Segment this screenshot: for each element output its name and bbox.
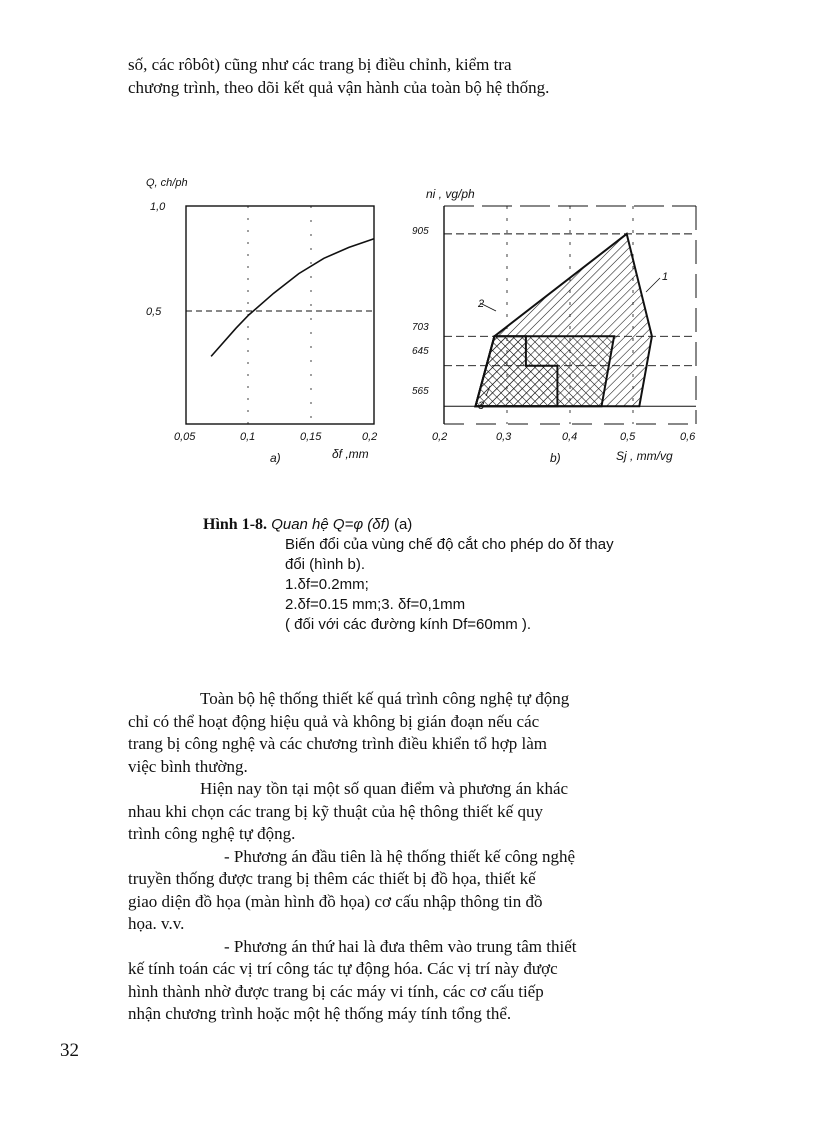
text-line: số, các rôbôt) cũng như các trang bị điều chỉnh, kiểm tra xyxy=(128,55,512,74)
chart-b-ytick: 905 xyxy=(412,226,429,237)
chart-b-xlabel: Sj , mm/vg xyxy=(616,449,673,463)
region-1-leader xyxy=(646,278,660,292)
chart-a-ylabel: Q, ch/ph xyxy=(146,177,188,189)
text-line: họa. v.v. xyxy=(128,914,185,933)
text-line: nhau khi chọn các trang bị kỹ thuật của hệ thông thiết kế quy xyxy=(128,801,543,821)
text-line: kế tính toán các vị trí công tác tự động hóa. Các vị trí này được xyxy=(128,959,558,978)
text-line: hình thành nhờ được trang bị các máy vi tính, các cơ cấu tiếp xyxy=(128,981,544,1001)
caption-line: đổi (hình b). xyxy=(285,556,366,573)
region-1-label: 1 xyxy=(662,271,669,283)
chart-b-xtick: 0,4 xyxy=(562,431,578,443)
text-line: nhận chương trình hoặc một hệ thống máy tính tổng thể. xyxy=(128,1004,512,1023)
chart-a-frame xyxy=(186,206,374,424)
text-line: chương trình, theo dõi kết quả vận hành của toàn bộ hệ thống. xyxy=(128,77,550,97)
caption-line: 2.δf=0.15 mm;3. δf=0,1mm xyxy=(285,596,466,613)
figure-1-8 xyxy=(140,168,720,478)
caption-label: Hình 1-8. xyxy=(203,516,268,533)
chart-a-curve xyxy=(211,239,374,357)
chart-a-xtick: 0,15 xyxy=(300,431,322,443)
text-line: việc bình thường. xyxy=(128,756,248,776)
page-number: 32 xyxy=(60,1040,79,1061)
chart-a-xtick: 0,1 xyxy=(240,431,256,443)
chart-b-ylabel: ni , vg/ph xyxy=(426,187,475,201)
chart-b-ytick: 645 xyxy=(412,346,429,357)
figure-caption xyxy=(203,515,733,635)
chart-b-panel-label: b) xyxy=(550,451,561,465)
caption-line: 1.δf=0.2mm; xyxy=(285,576,369,593)
chart-a-xtick: 0,05 xyxy=(174,431,196,443)
body-text xyxy=(128,688,728,1026)
text-line: - Phương án thứ hai là đưa thêm vào trung tâm thiết xyxy=(224,936,577,956)
caption-title-line xyxy=(203,515,733,535)
chart-b-ytick: 703 xyxy=(412,322,429,333)
caption-line: ( đối với các đường kính Df=60mm ). xyxy=(285,616,532,633)
text-line: trang bị công nghệ và các chương trình điều khiển tổ hợp làm xyxy=(128,734,548,753)
text-line: Toàn bộ hệ thống thiết kế quá trình công nghệ tự động xyxy=(200,689,570,708)
chart-a xyxy=(146,177,377,465)
chart-b-xtick: 0,5 xyxy=(620,431,636,443)
caption-title-tail: (a) xyxy=(393,516,413,533)
chart-a-xlabel: δf ,mm xyxy=(332,447,369,461)
chart-a-ytick: 0,5 xyxy=(146,306,162,318)
text-line: Hiện nay tồn tại một số quan điểm và phương án khác xyxy=(200,779,569,798)
caption-title: Quan hệ Q=φ (δf) xyxy=(271,516,390,533)
text-line: chỉ có thể hoạt động hiệu quả và không bị gián đoạn nếu các xyxy=(128,711,540,731)
chart-b-xtick: 0,3 xyxy=(496,431,512,443)
top-paragraph xyxy=(128,54,728,99)
text-line: trình công nghệ tự động. xyxy=(128,824,296,843)
caption-line: Biến đổi của vùng chế độ cắt cho phép do δf thay xyxy=(285,536,614,553)
text-line: - Phương án đầu tiên là hệ thống thiết kế công nghệ xyxy=(224,846,576,866)
chart-b xyxy=(412,187,696,465)
text-line: truyền thống được trang bị thêm các thiết bị đồ họa, thiết kế xyxy=(128,869,536,888)
chart-b-xtick: 0,2 xyxy=(432,431,448,443)
chart-a-panel-label: a) xyxy=(270,451,281,465)
figure-svg xyxy=(140,168,720,478)
text-line: giao diện đồ họa (màn hình đồ họa) cơ cấu nhập thông tin đồ xyxy=(128,891,543,911)
region-2-label: 2 xyxy=(478,298,485,310)
chart-b-ytick: 565 xyxy=(412,386,429,397)
region-3-label: 3 xyxy=(478,400,485,412)
chart-a-xtick: 0,2 xyxy=(362,431,378,443)
chart-a-ytick: 1,0 xyxy=(150,201,166,213)
chart-b-xtick: 0,6 xyxy=(680,431,696,443)
